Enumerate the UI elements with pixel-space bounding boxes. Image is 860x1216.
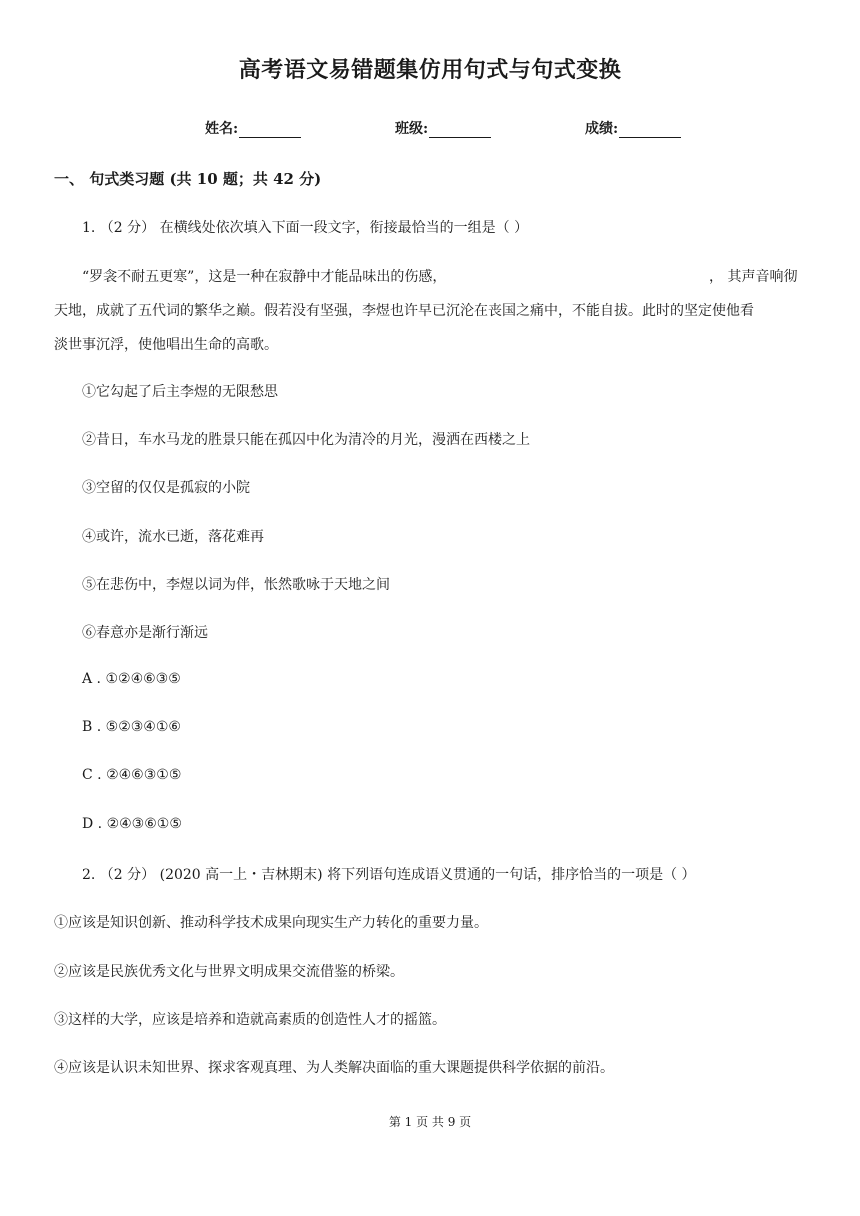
class-blank — [429, 123, 491, 138]
section-heading: 一、 句式类习题 (共 10 题；共 42 分) — [54, 170, 322, 188]
option-c: C . ②④⑥③①⑤ — [82, 767, 182, 783]
list-item: ②应该是民族优秀文化与世界文明成果交流借鉴的桥梁。 — [54, 964, 404, 980]
list-item: ⑤在悲伤中，李煜以词为伴，怅然歌咏于天地之间 — [82, 577, 390, 593]
list-item: ①它勾起了后主李煜的无限愁思 — [82, 384, 278, 400]
score-label: 成绩: — [585, 121, 619, 137]
name-blank — [239, 123, 301, 138]
score-field — [585, 118, 681, 138]
score-blank — [619, 123, 681, 138]
list-item: ①应该是知识创新、推动科学技术成果向现实生产力转化的重要力量。 — [54, 915, 488, 931]
class-label: 班级: — [395, 121, 429, 137]
name-field — [205, 118, 301, 138]
passage-line: 天地，成就了五代词的繁华之巅。假若没有坚强，李煜也许早已沉沦在丧国之痛中，不能自拔。此时的坚定使他看 — [54, 303, 754, 319]
passage-line: 淡世事沉浮，使他唱出生命的高歌。 — [54, 337, 278, 353]
passage-line: ， 其声音响彻 — [709, 269, 798, 285]
question-1-stem: 1. （2 分） 在横线处依次填入下面一段文字，衔接最恰当的一组是（ ） — [82, 220, 529, 236]
option-d: D . ②④③⑥①⑤ — [82, 816, 182, 832]
class-field — [395, 118, 491, 138]
list-item: ③空留的仅仅是孤寂的小院 — [82, 480, 250, 496]
question-2-stem: 2. （2 分） (2020 高一上・吉林期末) 将下列语句连成语义贯通的一句话，排序恰当的一项是（ ） — [82, 867, 696, 883]
passage-line: “罗衾不耐五更寒”，这是一种在寂静中才能品味出的伤感， — [82, 269, 447, 285]
list-item: ⑥春意亦是渐行渐远 — [82, 625, 208, 641]
page-footer: 第 1 页 共 9 页 — [388, 1115, 472, 1129]
list-item: ③这样的大学，应该是培养和造就高素质的创造性人才的摇篮。 — [54, 1012, 446, 1028]
option-a: A . ①②④⑥③⑤ — [82, 671, 181, 687]
name-label: 姓名: — [205, 121, 239, 137]
list-item: ④或许，流水已逝，落花难再 — [82, 529, 264, 545]
option-b: B . ⑤②③④①⑥ — [82, 719, 181, 735]
list-item: ②昔日，车水马龙的胜景只能在孤囚中化为清冷的月光，漫洒在西楼之上 — [82, 432, 530, 448]
list-item: ④应该是认识未知世界、探求客观真理、为人类解决面临的重大课题提供科学依据的前沿。 — [54, 1060, 614, 1076]
page-title: 高考语文易错题集仿用句式与句式变换 — [238, 57, 622, 83]
